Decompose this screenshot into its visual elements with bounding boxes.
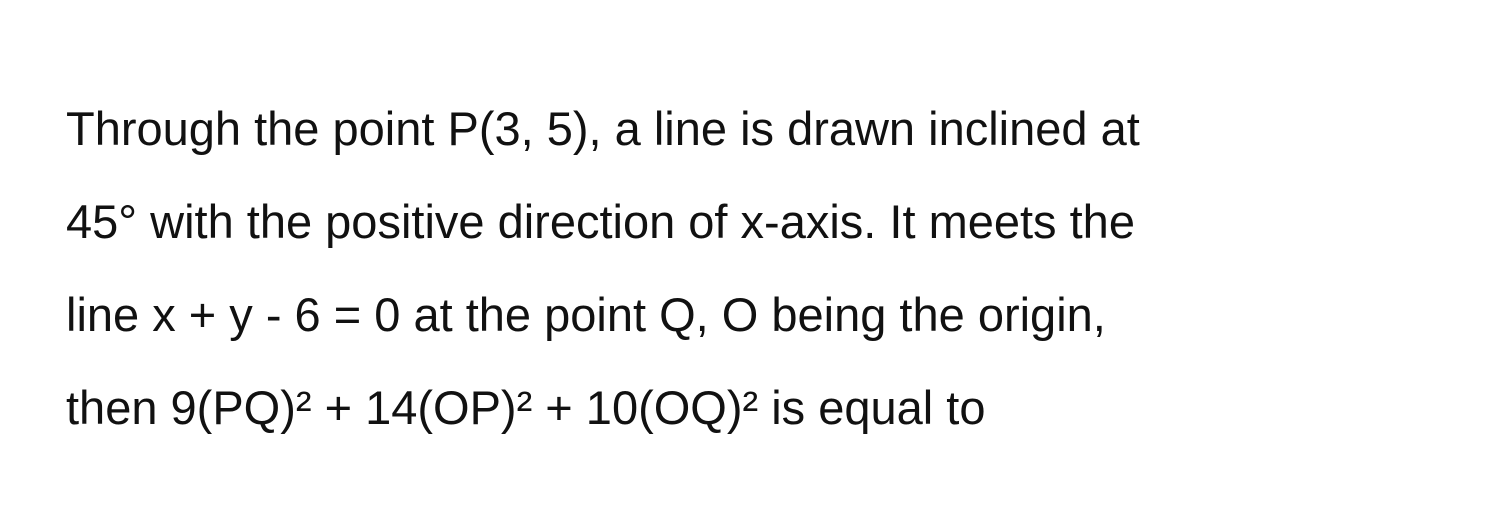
question-text bbox=[66, 82, 1466, 454]
question-line-4: then 9(PQ)² + 14(OP)² + 10(OQ)² is equal to bbox=[66, 381, 986, 434]
question-line-2: 45° with the positive direction of x-axis. It meets the bbox=[66, 195, 1135, 248]
question-line-1: Through the point P(3, 5), a line is drawn inclined at bbox=[66, 102, 1140, 155]
question-line-3: line x + y - 6 = 0 at the point Q, O being the origin, bbox=[66, 288, 1106, 341]
